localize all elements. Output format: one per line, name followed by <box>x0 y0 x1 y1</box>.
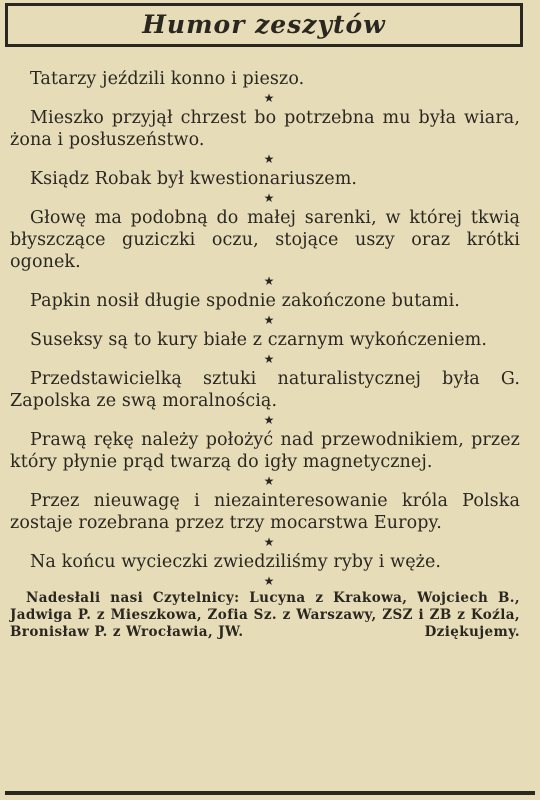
column-title: Humor zeszytów <box>142 9 386 39</box>
star-separator-icon: ★ <box>263 535 275 549</box>
joke-item: Przez nieuwagę i niezainteresowanie króla Polska zostaje rozebrana przez trzy mocarstwa Europy. <box>10 491 520 533</box>
column-header <box>5 3 523 47</box>
joke-item: Prawą rękę należy położyć nad przewodnikiem, przez który płynie prąd twarzą do igły magnetycznej. <box>10 430 520 472</box>
star-separator-icon: ★ <box>263 152 275 166</box>
star-separator-icon: ★ <box>263 91 275 105</box>
joke-item: Mieszko przyjął chrzest bo potrzebna mu była wiara, żona i posłuszeństwo. <box>10 108 520 150</box>
star-separator-icon: ★ <box>263 191 275 205</box>
joke-item: Na końcu wycieczki zwiedziliśmy ryby i węże. <box>30 552 442 572</box>
reader-credits <box>10 590 520 641</box>
joke-item: Ksiądz Robak był kwestionariuszem. <box>30 169 358 189</box>
star-separator-icon: ★ <box>263 474 275 488</box>
star-separator-icon: ★ <box>263 413 275 427</box>
star-separator-icon: ★ <box>263 274 275 288</box>
thanks-text: Dziękujemy. <box>424 624 520 640</box>
joke-item: Przedstawicielką sztuki naturalistycznej była G. Zapolska ze swą moralnością. <box>10 369 520 411</box>
jokes-list <box>10 68 520 641</box>
joke-item: Głowę ma podobną do małej sarenki, w której tkwią błyszczące guziczki oczu, stojące uszy oraz krótki ogonek. <box>10 208 520 272</box>
credits-text: Nadesłali nasi Czytelnicy: Lucyna z Krakowa, Wojciech B., Jadwiga P. z Mieszkowa, Zofia Sz. z Warszawy, ZSZ i ZB z Koźla, Bronisław P. z Wrocławia, JW. <box>10 590 520 640</box>
star-separator-icon: ★ <box>263 352 275 366</box>
star-separator-icon: ★ <box>263 574 275 588</box>
joke-item: Papkin nosił długie spodnie zakończone butami. <box>30 291 460 311</box>
joke-item: Suseksy są to kury białe z czarnym wykończeniem. <box>30 330 488 350</box>
joke-item: Tatarzy jeździli konno i pieszo. <box>30 69 305 89</box>
star-separator-icon: ★ <box>263 313 275 327</box>
bottom-rule <box>5 791 535 795</box>
